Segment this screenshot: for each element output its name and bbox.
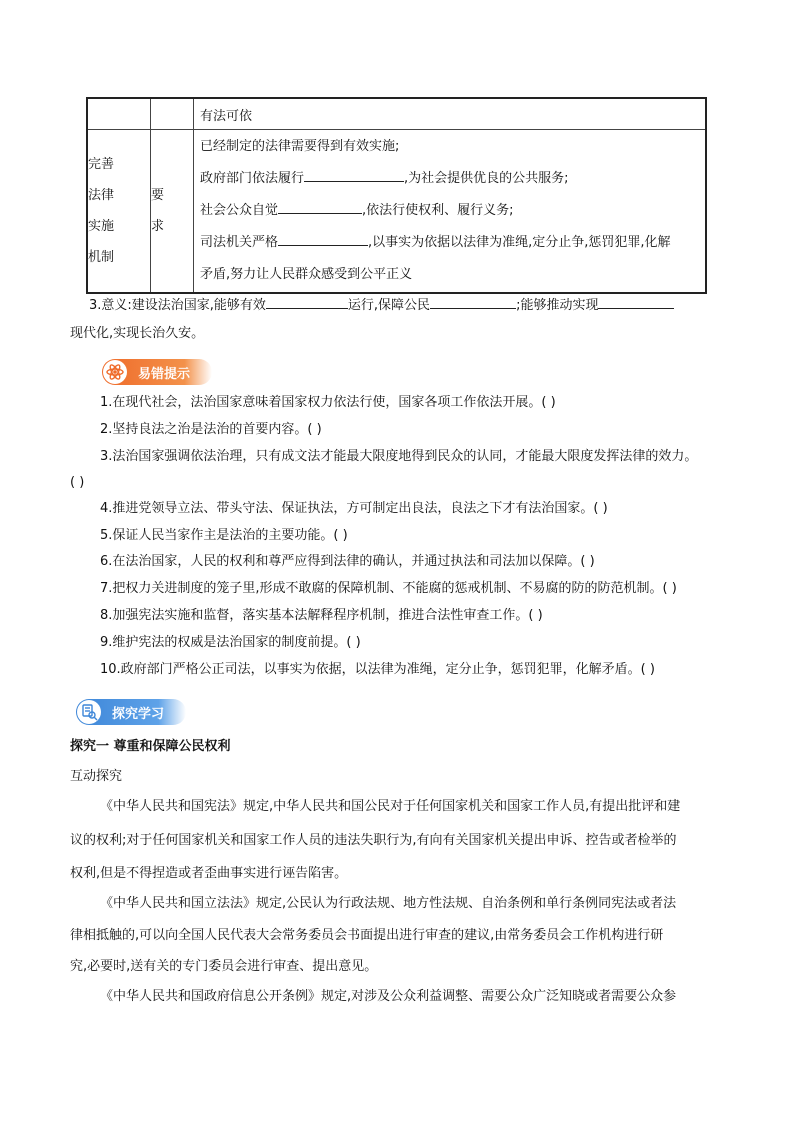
meaning-line-1: 3.意义:建设法治国家,能够有效 运行,保障公民 ;能够推动实现: [89, 296, 674, 316]
paragraph-line: 《中华人民共和国立法法》规定,公民认为行政法规、地方性法规、自治条例和单行条例同宪法或者法: [100, 896, 677, 911]
requirement-line: 社会公众自觉 ,依法行使权利、履行义务;: [200, 203, 514, 218]
list-item: 5.保证人民当家作主是法治的主要功能。( ): [100, 528, 348, 543]
table-cell-requirement-label: [151, 130, 194, 294]
paragraph-line: 权利,但是不得捏造或者歪曲事实进行诬告陷害。: [70, 866, 348, 881]
inquiry-learning-badge: [76, 699, 186, 725]
requirement-label-line: 要: [151, 188, 165, 203]
table-cell-category: [87, 130, 151, 294]
research-icon: [77, 700, 101, 724]
requirement-line: 已经制定的法律需要得到有效实施;: [200, 139, 400, 154]
fill-blank: [598, 296, 674, 309]
table-row: [87, 130, 706, 294]
table-cell-requirements: [194, 130, 707, 294]
law-implementation-table: [86, 97, 707, 294]
requirement-label-line: 求: [151, 219, 165, 234]
category-line: 实施: [88, 219, 115, 234]
list-item: 7.把权力关进制度的笼子里,形成不敢腐的保障机制、不能腐的惩戒机制、不易腐的防的防范机制。( ): [100, 581, 677, 596]
paragraph-line: 究,必要时,送有关的专门委员会进行审查、提出意见。: [70, 959, 378, 974]
requirement-line: 矛盾,努力让人民群众感受到公平正义: [200, 267, 413, 282]
common-mistakes-badge: [102, 359, 212, 385]
table-row: [87, 98, 706, 130]
badge-label: 探究学习: [112, 707, 165, 722]
category-line: 机制: [88, 250, 115, 265]
section-subtitle: 互动探究: [70, 769, 123, 784]
paragraph-line: 《中华人民共和国宪法》规定,中华人民共和国公民对于任何国家机关和国家工作人员,有提出批评和建: [100, 799, 681, 814]
paragraph-line: 议的权利;对于任何国家机关和国家工作人员的违法失职行为,有向有关国家机关提出申诉、控告或者检举的: [70, 833, 677, 848]
badge-label: 易错提示: [138, 367, 191, 382]
list-item: 9.维护宪法的权威是法治国家的制度前提。( ): [100, 635, 361, 650]
list-item: 3.法治国家强调依法治理，只有成文法才能最大限度地得到民众的认同，才能最大限度发挥法律的效力。: [100, 449, 698, 464]
requirement-line: 政府部门依法履行 ,为社会提供优良的公共服务;: [200, 171, 569, 186]
paragraph-line: 《中华人民共和国政府信息公开条例》规定,对涉及公众利益调整、需要公众广泛知晓或者需要公众参: [100, 989, 677, 1004]
list-item: 1.在现代社会，法治国家意味着国家权力依法行使，国家各项工作依法开展。( ): [100, 395, 556, 410]
requirement-line: 司法机关严格 ,以事实为依据以法律为准绳,定分止争,惩罚犯罪,化解: [200, 235, 671, 250]
list-item: 6.在法治国家，人民的权利和尊严应得到法律的确认，并通过执法和司法加以保障。( ): [100, 554, 595, 569]
fill-blank: [278, 233, 368, 246]
section-title: 探究一 尊重和保障公民权利: [70, 739, 231, 754]
category-line: 法律: [88, 188, 115, 203]
table-cell-text: 有法可依: [194, 98, 707, 130]
list-item: 8.加强宪法实施和监督，落实基本法解释程序机制，推进合法性审查工作。( ): [100, 608, 543, 623]
fill-blank: [304, 169, 404, 182]
atom-icon: [103, 360, 127, 384]
fill-blank: [278, 201, 362, 214]
list-item: 10.政府部门严格公正司法，以事实为依据，以法律为准绳，定分止争，惩罚犯罪，化解矛盾。( ): [100, 662, 655, 677]
fill-blank: [430, 296, 516, 309]
list-item: 2.坚持良法之治是法治的首要内容。( ): [100, 422, 322, 437]
list-item: 4.推进党领导立法、带头守法、保证执法，方可制定出良法，良法之下才有法治国家。( ): [100, 501, 608, 516]
table-cell: [87, 98, 151, 130]
meaning-line-2: 现代化,实现长治久安。: [70, 326, 205, 341]
fill-blank: [266, 296, 348, 309]
paragraph-line: 律相抵触的,可以向全国人民代表大会常务委员会书面提出进行审查的建议,由常务委员会工作机构进行研: [70, 928, 664, 943]
table-cell: [151, 98, 194, 130]
list-item-continued: ( ): [70, 475, 85, 490]
category-line: 完善: [88, 157, 115, 172]
